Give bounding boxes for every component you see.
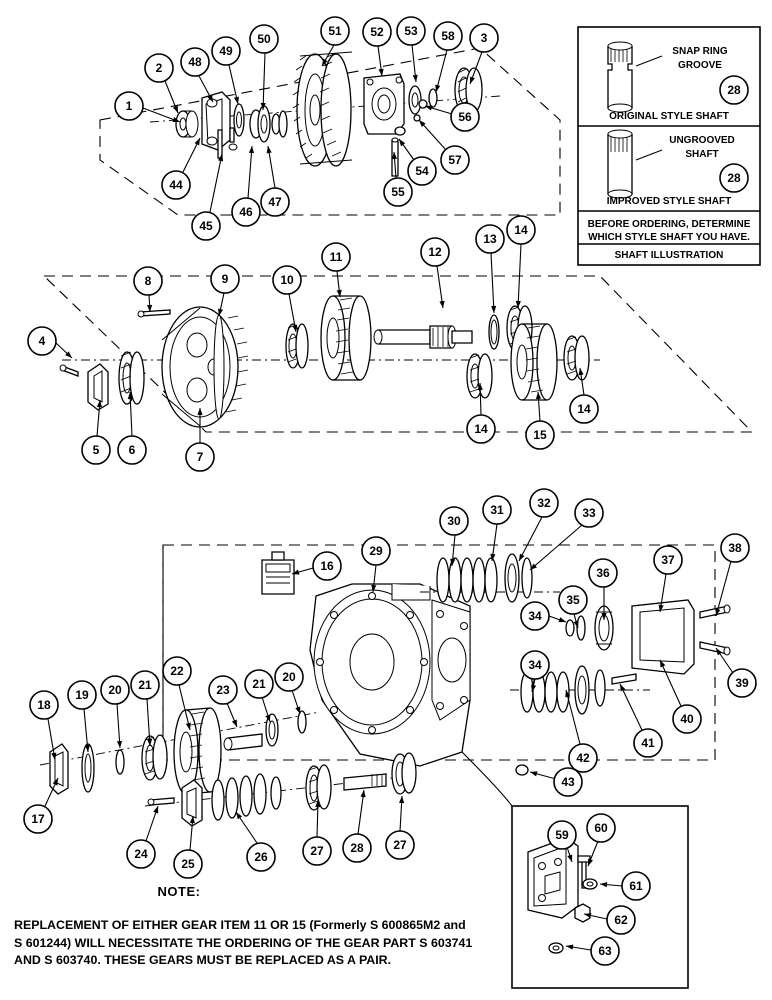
callout-52[interactable] [363,18,391,46]
callout-53[interactable] [397,17,425,45]
callout-number: 9 [221,272,229,286]
callout-14[interactable] [467,415,495,443]
callout-number: 55 [391,185,405,199]
callout-leader [248,146,252,198]
callout-number: 27 [310,844,324,858]
callout-6[interactable] [118,436,146,464]
callout-number: 14 [577,402,591,416]
callout-number: 22 [170,664,184,678]
callout-number: 47 [268,195,282,209]
callout-arrowhead [195,138,200,145]
callout-number: 14 [514,223,528,237]
callout-number: 56 [458,110,472,124]
callout-19[interactable] [68,681,96,709]
callout-number: 28 [350,841,364,855]
callout-number: 44 [169,178,183,192]
callout-arrowhead [413,75,418,82]
part-63-washer [549,943,563,953]
part-48-yoke [202,92,230,150]
callout-arrowhead [153,806,158,813]
part-54-clip [395,127,405,135]
snap-ring-label-line2: GROOVE [678,60,722,71]
callout-1[interactable] [115,92,143,120]
callout-17[interactable] [24,805,52,833]
original-shaft-drawing [608,42,632,112]
callout-34[interactable] [521,651,549,679]
group-middle-dashed-frame [44,276,752,432]
callout-number: 46 [239,205,253,219]
callout-number: 59 [555,828,569,842]
callout-30[interactable] [440,507,468,535]
callout-42[interactable] [569,744,597,772]
callout-arrowhead [530,771,537,776]
callout-61[interactable] [622,872,650,900]
part-46-47-spacers [272,111,287,137]
callout-3[interactable] [470,24,498,52]
callout-58[interactable] [434,22,462,50]
callout-27[interactable] [386,831,414,859]
callout-arrowhead [117,741,122,748]
ungrooved-label-line2: SHAFT [685,149,719,160]
part-8-pin [138,310,170,317]
part-7-differential-case [162,307,248,427]
shaft-illustration-box [578,27,760,265]
callout-number: 58 [441,29,455,43]
callout-arrowhead [435,85,440,92]
callout-number: 38 [728,541,742,555]
note-block [14,884,514,970]
callout-number: 34 [528,609,542,623]
warning-line2: WHICH STYLE SHAFT YOU HAVE. [588,232,750,243]
callout-57[interactable] [441,146,469,174]
callout-number: 48 [188,55,202,69]
improved-shaft-label: IMPROVED STYLE SHAFT [606,196,732,207]
callout-number: 51 [328,24,342,38]
callout-number: 12 [428,245,442,259]
callout-number: 8 [144,274,152,288]
callout-number: 26 [254,850,268,864]
callout-2[interactable] [145,54,173,82]
callout-45[interactable] [192,212,220,240]
callout-41[interactable] [634,729,662,757]
callout-number: 3 [480,31,488,45]
part-16-switch [262,552,294,594]
callout-7[interactable] [186,443,214,471]
callout-number: 33 [582,506,596,520]
callout-arrowhead [399,796,404,803]
callout-number: 60 [594,821,608,835]
callout-28a-label: 28 [727,83,741,97]
callout-number: 54 [415,164,429,178]
callout-number: 17 [31,812,45,826]
callout-number: 21 [252,677,266,691]
ungrooved-label-line1: UNGROOVED [669,135,735,146]
callout-11[interactable] [322,243,350,271]
snap-ring-label-line1: SNAP RING [672,46,728,57]
callout-number: 63 [598,944,612,958]
callout-number: 29 [369,544,383,558]
callout-20[interactable] [275,663,303,691]
callout-21[interactable] [245,670,273,698]
callout-number: 39 [735,676,749,690]
callout-number: 32 [537,496,551,510]
callout-number: 24 [134,847,148,861]
callout-9[interactable] [211,265,239,293]
callout-number: 13 [483,232,497,246]
callout-29[interactable] [362,537,390,565]
callout-13[interactable] [476,225,504,253]
callout-number: 2 [155,61,163,75]
callout-arrowhead [519,554,525,561]
callout-number: 57 [448,153,462,167]
callout-arrowhead [173,106,178,113]
callout-27[interactable] [303,837,331,865]
callout-43[interactable] [554,768,582,796]
callout-number: 43 [561,775,575,789]
callout-5[interactable] [82,436,110,464]
callout-35[interactable] [559,586,587,614]
callout-arrowhead [232,720,237,727]
middle-assembly [60,296,600,427]
callout-28b-label: 28 [727,171,741,185]
callout-44[interactable] [162,171,190,199]
callout-arrowhead [439,301,444,308]
note-line-1: REPLACEMENT OF EITHER GEAR ITEM 11 OR 15 (Formerly S 600865M2 and [14,918,466,932]
part-29-housing [310,584,470,766]
warning-line1: BEFORE ORDERING, DETERMINE [587,219,751,230]
callout-number: 4 [38,334,46,348]
callout-40[interactable] [673,705,701,733]
callout-26[interactable] [247,843,275,871]
callout-arrowhead [536,392,541,399]
callout-33[interactable] [575,499,603,527]
shaft-illustration-caption: SHAFT ILLUSTRATION [614,250,724,261]
callout-number: 49 [219,44,233,58]
callout-54[interactable] [408,157,436,185]
part-1-seal [176,111,198,137]
part-49-collar [234,104,244,136]
part-14-bearing-b [467,354,492,398]
callout-50[interactable] [250,25,278,53]
callout-23[interactable] [209,676,237,704]
callout-arrowhead [559,617,566,622]
callout-24[interactable] [127,840,155,868]
callout-number: 5 [92,443,100,457]
callout-12[interactable] [421,238,449,266]
part-53-bearing [409,86,421,114]
note-line-3: AND S 603740. THESE GEARS MUST BE REPLACED AS A PAIR. [14,953,392,968]
callout-number: 23 [216,683,230,697]
callout-8[interactable] [134,267,162,295]
callout-number: 42 [576,751,590,765]
callout-number: 10 [280,273,294,287]
callout-number: 36 [596,566,610,580]
callout-4[interactable] [28,327,56,355]
callout-number: 40 [680,712,694,726]
callout-46[interactable] [232,198,260,226]
callout-number: 52 [370,25,384,39]
callout-arrowhead [425,105,432,110]
callout-39[interactable] [728,669,756,697]
callout-number: 41 [641,736,655,750]
callout-number: 21 [138,678,152,692]
part-13-snap-ring [489,315,499,349]
callout-leader [491,253,494,313]
part-37-retainer [632,600,694,674]
part-11-gear [321,296,371,380]
callout-number: 18 [37,698,51,712]
callout-49[interactable] [212,37,240,65]
callout-59[interactable] [548,821,576,849]
part-43-plug [516,765,528,775]
callout-number: 14 [474,422,488,436]
callout-51[interactable] [321,17,349,45]
callout-number: 61 [629,879,643,893]
callout-arrowhead [378,69,383,76]
callout-number: 15 [533,428,547,442]
callout-arrowhead [491,306,496,313]
callout-number: 16 [320,559,334,573]
callout-arrowhead [236,812,242,819]
part-5-cup [88,364,108,410]
callout-number: 27 [393,838,407,852]
callout-37[interactable] [654,546,682,574]
part-50-bearing [250,106,270,142]
callout-number: 45 [199,219,213,233]
callout-14[interactable] [507,216,535,244]
callout-48[interactable] [181,48,209,76]
part-62-nut [575,904,590,922]
callout-arrowhead [295,707,300,714]
callout-22[interactable] [163,657,191,685]
callout-34[interactable] [521,602,549,630]
callout-leader [210,154,222,212]
callout-number: 31 [490,503,504,517]
callout-16[interactable] [313,552,341,580]
part-51-sprocket [293,52,352,166]
callout-28b[interactable] [720,164,748,192]
part-30-33-bearing-stack [420,554,560,602]
callout-number: 20 [108,683,122,697]
callout-leader [530,525,582,570]
callout-number: 25 [181,857,195,871]
original-shaft-label: ORIGINAL STYLE SHAFT [609,111,729,122]
callout-28[interactable] [343,834,371,862]
part-15-gear [511,324,557,400]
callout-number: 7 [196,450,204,464]
callout-62[interactable] [607,906,635,934]
callout-number: 34 [528,658,542,672]
part-9-ring [214,315,224,419]
callout-10[interactable] [273,266,301,294]
part-61-washer [583,879,597,889]
callout-25[interactable] [174,850,202,878]
callout-number: 50 [257,32,271,46]
callout-56[interactable] [451,103,479,131]
callout-60[interactable] [587,814,615,842]
callout-number: 11 [329,250,343,264]
note-heading: NOTE: [157,884,201,899]
part-12-shaft [374,326,472,348]
callout-number: 37 [661,553,675,567]
improved-shaft-drawing [608,130,632,198]
callout-number: 35 [566,593,580,607]
callout-55[interactable] [384,178,412,206]
callout-number: 19 [75,688,89,702]
callout-number: 6 [128,443,136,457]
callout-21[interactable] [131,671,159,699]
callout-arrowhead [360,790,365,797]
callout-number: 1 [125,99,133,113]
callout-arrowhead [267,146,272,153]
callout-15[interactable] [526,421,554,449]
callout-leader [620,684,642,730]
callout-36[interactable] [589,559,617,587]
callout-number: 53 [404,24,418,38]
callout-number: 30 [447,514,461,528]
part-14-bearing-c [564,336,589,380]
callout-38[interactable] [721,534,749,562]
note-line-2: S 601244) WILL NECESSITATE THE ORDERING OF THE GEAR PART S 603741 [14,935,473,950]
callout-28a[interactable] [720,76,748,104]
callout-leader [263,53,265,110]
part-52-housing [364,74,404,134]
callout-47[interactable] [261,188,289,216]
part-10-bearing [286,324,308,368]
part-59-bracket [528,838,578,918]
callout-14[interactable] [570,395,598,423]
callout-number: 20 [282,670,296,684]
callout-31[interactable] [483,496,511,524]
callout-32[interactable] [530,489,558,517]
callout-63[interactable] [591,937,619,965]
callout-arrowhead [399,139,405,146]
callout-number: 62 [614,913,628,927]
callout-20[interactable] [101,676,129,704]
callout-leader [519,517,542,561]
callout-18[interactable] [30,691,58,719]
part-4-bolt [60,365,78,376]
